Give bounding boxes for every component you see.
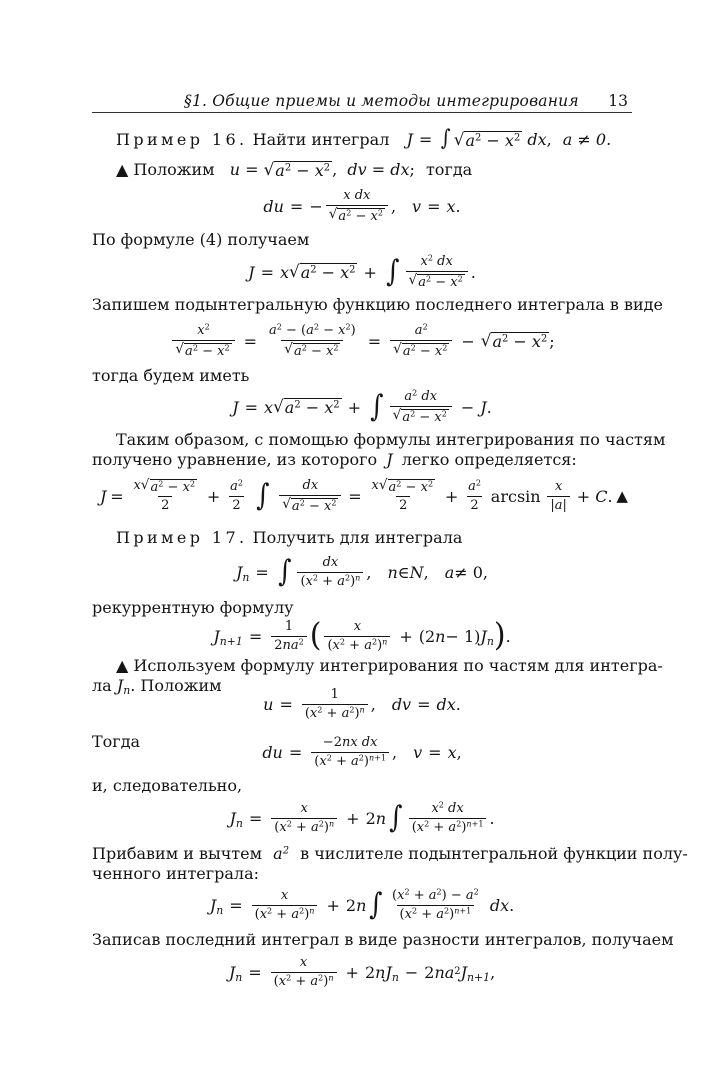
thus-line-2-b: легко определяется:	[401, 450, 577, 469]
formula-recurrence: $J_{n+1}$ = $\frac{1}{2na^2}$ ( $\frac{x}{(x^2 + a^2)^n}$ + (2 n − 1) $J_n$ ) .	[213, 617, 511, 654]
thus-line-2-a: получено уравнение, из которого	[92, 450, 378, 469]
formula-j-def: J = ∫ √ $a^2 - x^2$ dx,	[406, 126, 557, 151]
example-17-label: Пример 17.	[116, 528, 248, 547]
formula-du-v: du = − x dx √ $a^2 - x^2$ , v = x .	[263, 188, 461, 225]
rewrite-text: Запишем подынтегральную функцию последнего интеграла в виде	[92, 295, 663, 314]
solution-17-line-1: ▲ Используем формулу интегрирования по частям для интегра-	[116, 656, 663, 675]
solution-16-start	[116, 160, 472, 180]
by-formula-text: По формуле (4) получаем	[92, 230, 310, 249]
formula-jn-add-sub: $J_n$ = $\frac{x}{(x^2 + a^2)^n}$ + 2 n ∫ $\frac{(x^2 + a^2) - a^2}{(x^2 + a^2)^{n+1}}$ dx .	[209, 887, 515, 922]
add-sub-line-2: ченного интеграла:	[92, 864, 260, 883]
recurrent-text: рекуррентную формулу	[92, 598, 294, 617]
example-17-task: Получить для интеграла	[252, 528, 463, 547]
example-16-label: Пример 16.	[116, 130, 248, 149]
example-17-statement	[116, 528, 462, 548]
section-title: §1. Общие приемы и методы интегрирования	[184, 92, 579, 110]
page-number: 13	[608, 92, 628, 110]
add-sub-b: в числителе подынтегральной функции полу-	[300, 844, 688, 863]
writing-text: Записав последний интеграл в виде разности интегралов, получаем	[92, 930, 674, 949]
formula-j-result: J = x √ $a^2 - x^2$ 2 + $\frac{a^2}{2}$ ∫ dx √ $a^2 - x^2$ = x √ $a^2 - x^2$ 2 + $\frac{a^2}{2}$ arcsin $\frac{x}{|a|}$ + C. ▲	[100, 477, 628, 515]
formula-integrand-split: $x^2$ √ $a^2 - x^2$ = $a^2 - (a^2 - x^2)$ √ $a^2 - x^2$ = $a^2$ √ $a^2 - x^2$ − √ $a^2 - x^2$ ;	[92, 320, 632, 362]
formula-j-equation: J = x √ $a^2 - x^2$ + ∫ $a^2$ dx √ $a^2 - x^2$ − J .	[232, 388, 492, 426]
running-header	[92, 90, 632, 113]
formula-jn-def: $J_n$ = ∫ $\frac{dx}{(x^2 + a^2)^n}$ , n ∈ N , a ≠ 0,	[235, 554, 488, 589]
solution-17-line-2-a: ла	[92, 676, 112, 695]
then-text: Тогда	[92, 732, 141, 751]
formula-u-dv-17: u = $\frac{1}{(x^2 + a^2)^n}$ , dv = dx .	[263, 686, 461, 721]
consequently-text: и, следовательно,	[92, 776, 243, 795]
example-16-task: Найти интеграл	[252, 130, 390, 149]
thus-line-2: получено уравнение, из которого J легко определяется:	[92, 450, 577, 469]
will-have-text: тогда будем иметь	[92, 366, 250, 385]
formula-j-parts: J = x √ $a^2 - x^2$ + ∫ $x^2$ dx √ $a^2 - x^2$ .	[248, 253, 476, 291]
solution-16-lead: ▲ Положим	[116, 160, 215, 179]
solution-17-line-2-b: . Положим	[130, 676, 222, 695]
formula-jn-parts: $J_n$ = $\frac{x}{(x^2 + a^2)^n}$ + 2 n ∫ $\frac{x^2 dx}{(x^2 + a^2)^{n+1}}$ .	[229, 800, 495, 835]
thus-line-1: Таким образом, с помощью формулы интегрирования по частям	[116, 430, 666, 449]
add-sub-line-1: Прибавим и вычтем $a^2$ в числителе подынтегральной функции полу-	[92, 844, 688, 863]
solution-16-then: тогда	[425, 160, 473, 179]
add-sub-a: Прибавим и вычтем	[92, 844, 263, 863]
example-16-condition: a ≠ 0.	[562, 130, 612, 149]
formula-u-dv: u = √ $a^2 - x^2$ , dv = dx;	[229, 159, 420, 180]
solution-17-line-2: ла $J_n$. Положим	[92, 676, 222, 698]
end-of-solution-marker: ▲	[616, 487, 628, 505]
formula-du-v-17: du = $\frac{\text{−2nx dx}}{(x^2 + a^2)^{n+1}}$ , v = x ,	[262, 734, 462, 769]
formula-jn-final: $J_n$ = $\frac{x}{(x^2 + a^2)^n}$ + 2 $nJ_n$ − 2 na 2 $J_{n+1}$ ,	[228, 954, 496, 989]
example-16-statement	[116, 128, 611, 150]
